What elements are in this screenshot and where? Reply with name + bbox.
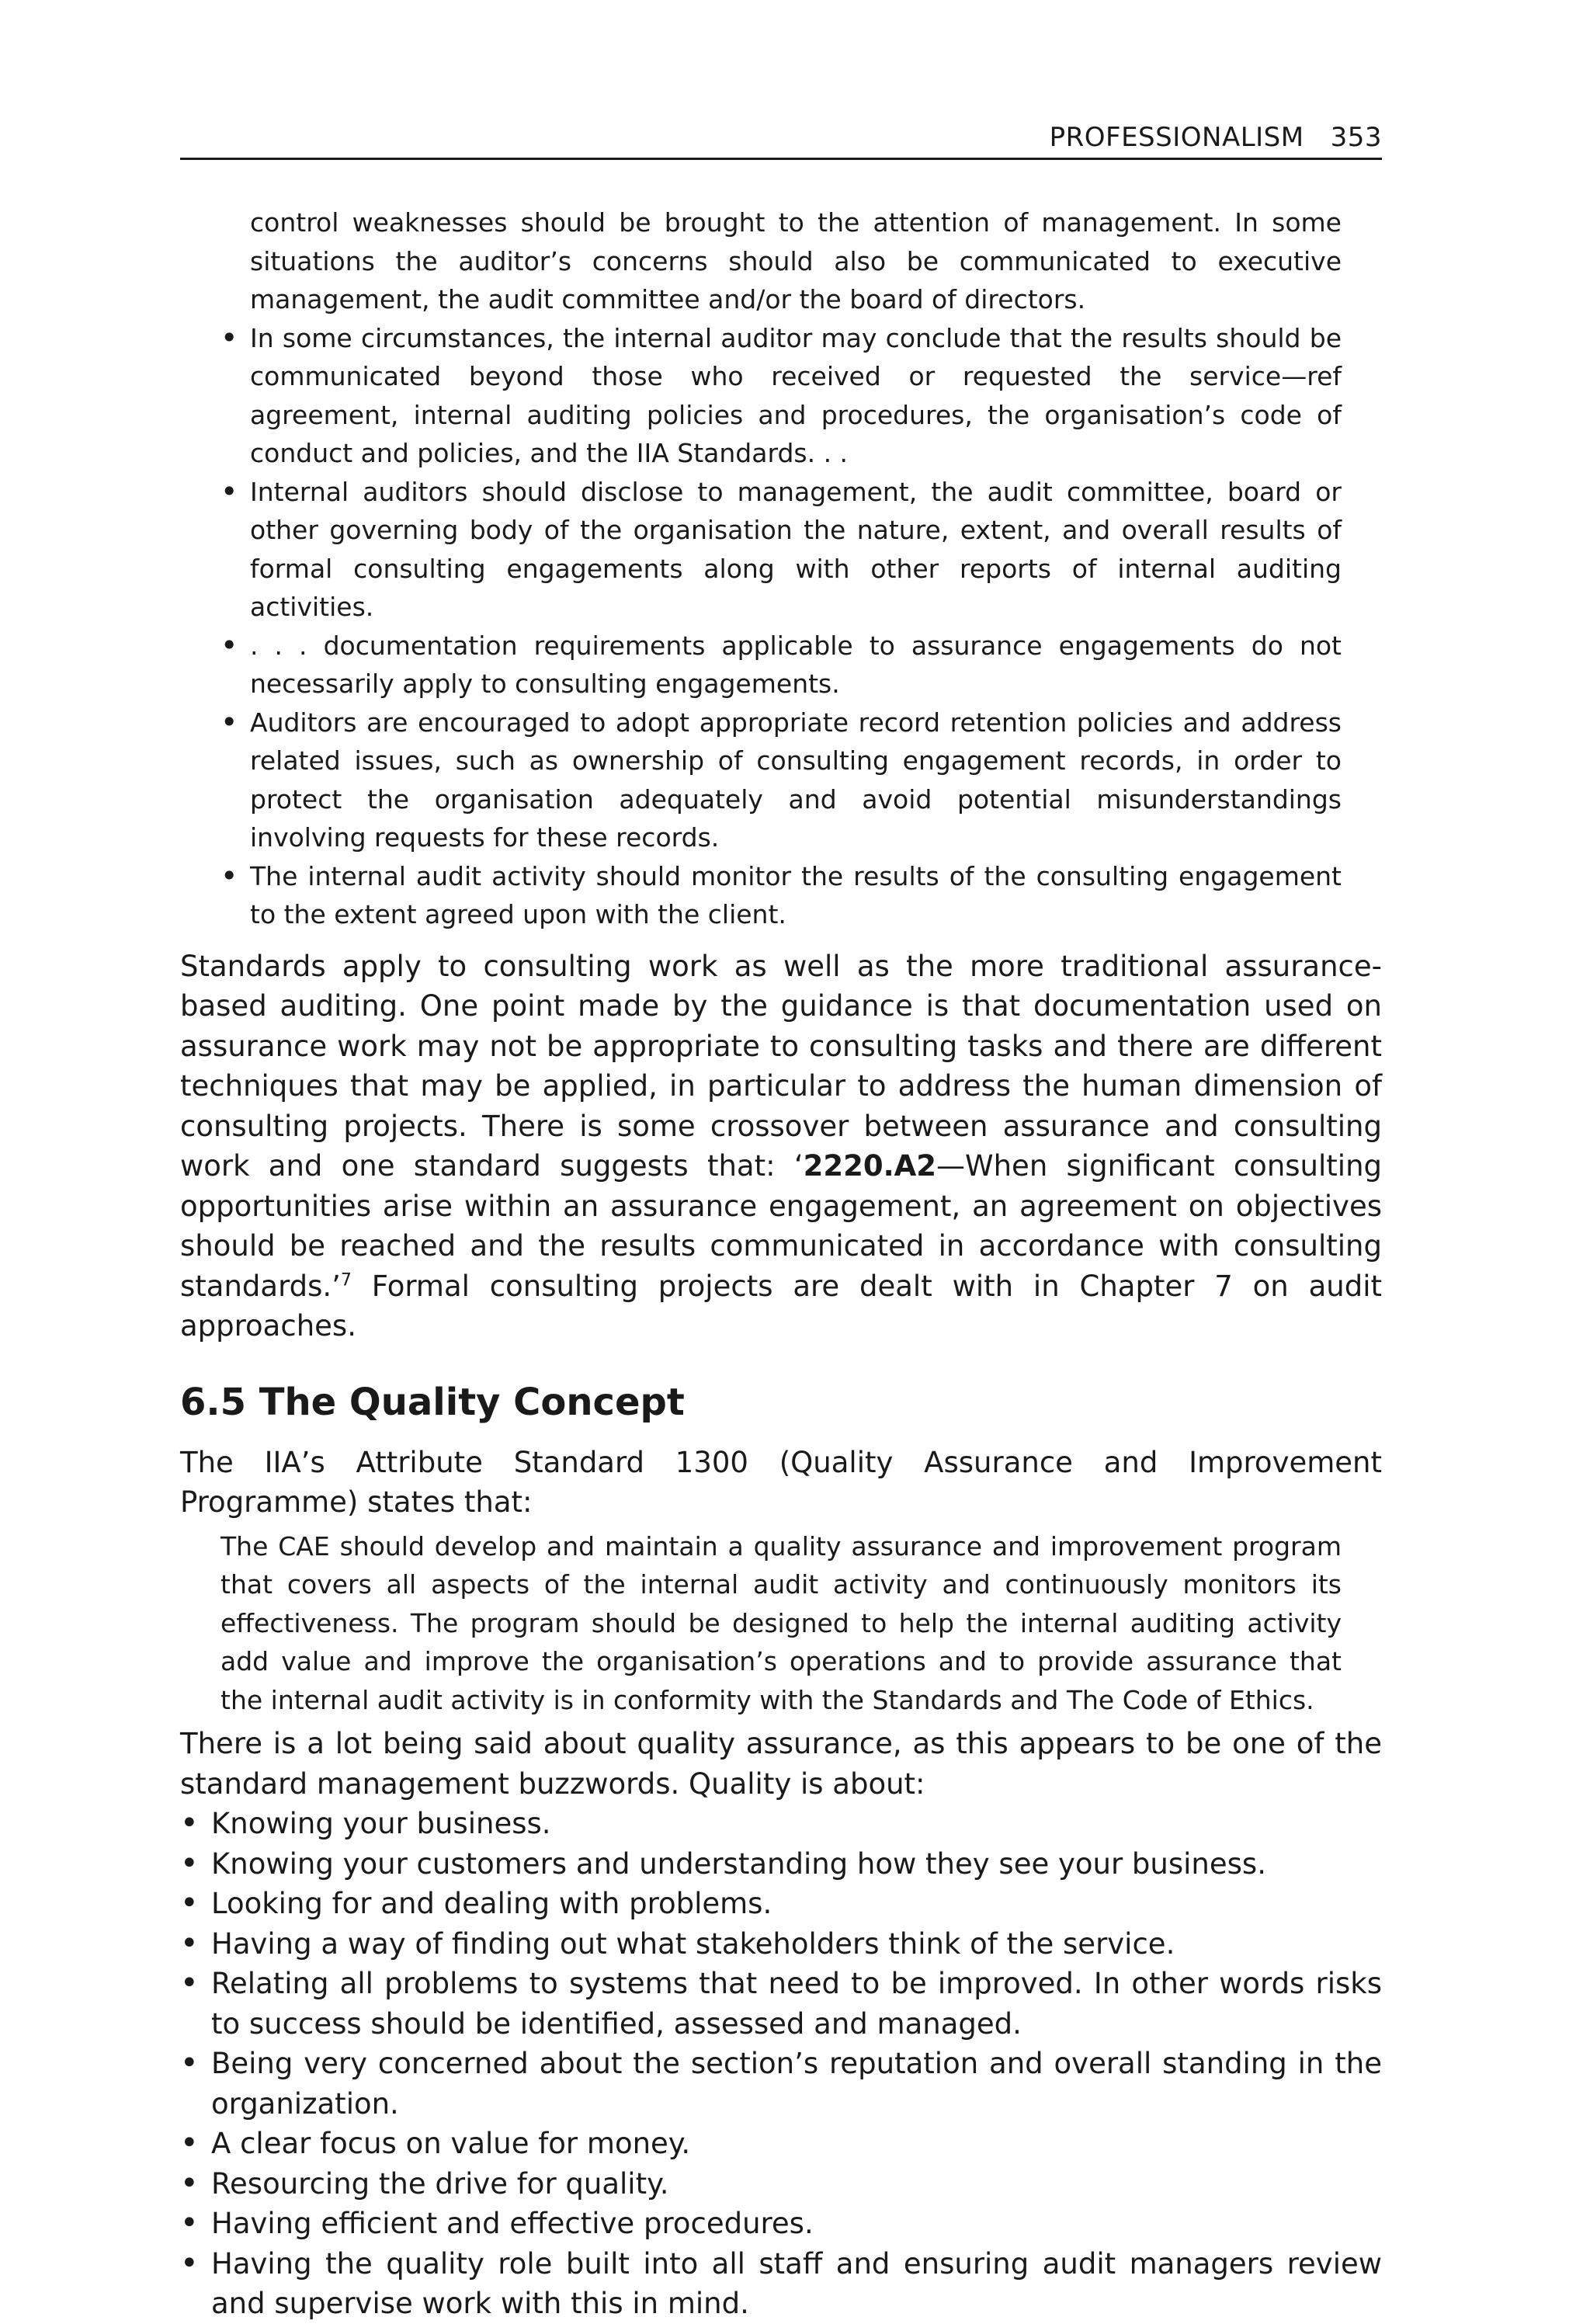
list-item: • . . . documentation requirements applicable to assurance engagements do not necessarily apply to consulting engagements.: [220, 627, 1342, 703]
list-item: • The internal audit activity should monitor the results of the consulting engagement to the extent agreed upon with the client.: [220, 857, 1342, 934]
paragraph-text: —When significant consulting opportunities arise within an assurance engagement, an agreement on objectives should be reached and the results communicated in accordance with consulting standards.’: [180, 1149, 1383, 1303]
paragraph-text: Formal consulting projects are dealt with in Chapter 7 on audit approaches.: [180, 1269, 1382, 1343]
standard-reference: 2220.A2: [803, 1149, 937, 1183]
list-item: • A clear focus on value for money.: [180, 2124, 1382, 2164]
footnote-marker: 7: [340, 1270, 352, 1291]
list-item: • Auditors are encouraged to adopt appropriate record retention policies and address related issues, such as ownership of consulting engagement records, in order to protect the organisation adequately and avoid potential misunderstandings involving requests for these records.: [220, 703, 1342, 857]
page-number: 353: [1330, 122, 1382, 153]
running-title: PROFESSIONALISM: [1049, 122, 1304, 153]
list-item-continuation: control weaknesses should be brought to the attention of management. In some situations the auditor’s concerns should also be communicated to executive management, the audit committee and/or the board of directors.: [250, 207, 1342, 314]
list-item: • In some circumstances, the internal auditor may conclude that the results should be communicated beyond those who received or requested the service—ref agreement, internal auditing policies and procedures, the organisation’s code of conduct and policies, and the IIA Standards. . .: [220, 319, 1342, 473]
section-heading: 6.5 The Quality Concept: [180, 1380, 685, 1424]
list-item: • Looking for and dealing with problems.: [180, 1884, 1382, 1924]
section-intro: The IIA’s Attribute Standard 1300 (Quality Assurance and Improvement Programme) states that:: [180, 1445, 1382, 1519]
list-item: • Resourcing the drive for quality.: [180, 2164, 1382, 2204]
list-item: • Having the quality role built into all staff and ensuring audit managers review and supervise work with this in mind.: [180, 2244, 1382, 2324]
list-item: • Internal auditors should disclose to management, the audit committee, board or other governing body of the organisation the nature, extent, and overall results of formal consulting engagements along with other reports of internal auditing activities.: [220, 473, 1342, 627]
list-item: • Having a way of finding out what stakeholders think of the service.: [180, 1924, 1382, 1964]
standard-blockquote: The CAE should develop and maintain a quality assurance and improvement program that covers all aspects of the internal audit activity and continuously monitors its effectiveness. The program should be designed to help the internal auditing activity add value and improve the organisation’s operations and to provide assurance that the internal audit activity is in conformity with the Standards and The Code of Ethics.: [220, 1530, 1342, 1715]
quality-paragraph: There is a lot being said about quality assurance, as this appears to be one of the standard management buzzwords. Quality is about:: [180, 1727, 1382, 1801]
paragraph-text: Standards apply to consulting work as well as the more traditional assurance-based auditing. One point made by the guidance is that documentation used on assurance work may not be appropriate to consulting tasks and there are different techniques that may be applied, in particular to address the human dimension of consulting projects. There is some crossover between assurance and consulting work and one standard suggests that: ‘: [180, 949, 1382, 1183]
running-header: [180, 123, 1382, 160]
list-item: • Having efficient and effective procedures.: [180, 2204, 1382, 2244]
list-item: • Relating all problems to systems that need to be improved. In other words risks to success should be identified, assessed and managed.: [180, 1964, 1382, 2044]
standards-paragraph: [180, 947, 1382, 1346]
list-item: • Being very concerned about the section’s reputation and overall standing in the organization.: [180, 2044, 1382, 2124]
list-item: • Knowing your business.: [180, 1804, 1382, 1844]
quoted-guidance-list: [220, 203, 1342, 934]
body-text: [180, 203, 1382, 2324]
quality-list: [180, 1804, 1382, 2324]
list-item: • Knowing your customers and understanding how they see your business.: [180, 1844, 1382, 1885]
